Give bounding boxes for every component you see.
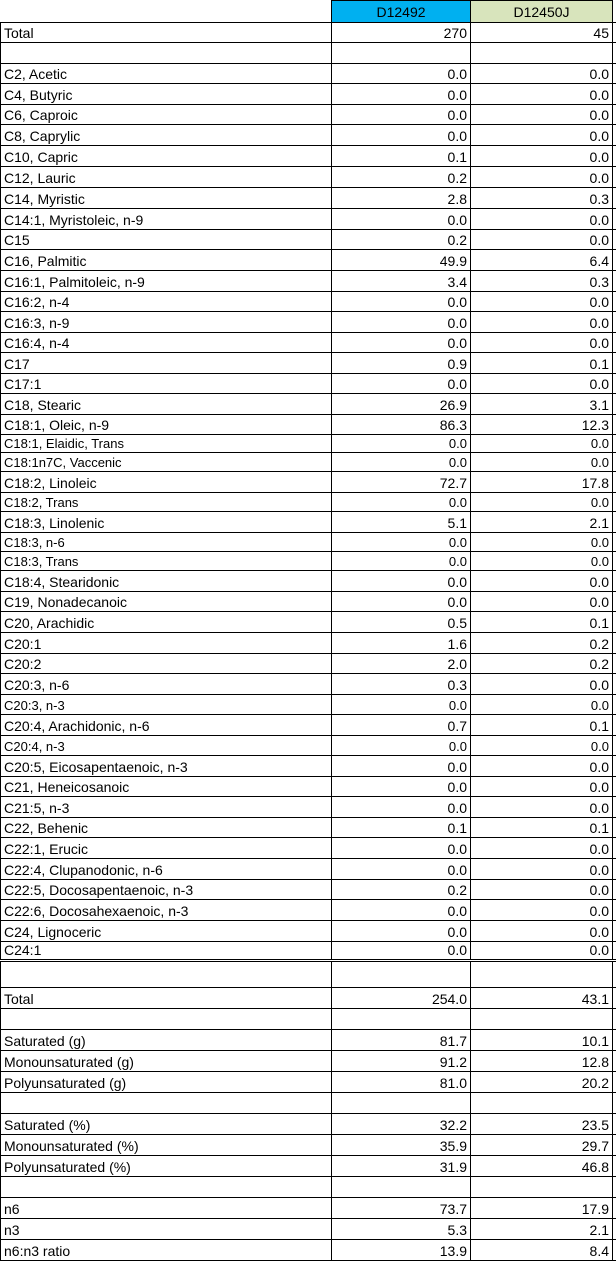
row-label[interactable]: C16:1, Palmitoleic, n-9 — [0, 271, 332, 291]
row-label[interactable]: Saturated (g) — [0, 1030, 332, 1050]
table-row — [0, 1072, 616, 1093]
table-row — [0, 633, 616, 654]
row-label[interactable]: Total — [0, 988, 332, 1008]
value-d12450j[interactable]: 46.8 — [471, 1156, 613, 1176]
value-d12450j[interactable]: 0.0 — [471, 777, 613, 796]
table-row — [0, 435, 616, 453]
row-label[interactable]: Polyunsaturated (%) — [0, 1156, 332, 1176]
value-d12450j[interactable]: 0.0 — [471, 84, 613, 104]
value-d12492[interactable]: 81.7 — [332, 1030, 471, 1050]
value-d12450j[interactable]: 3.1 — [471, 394, 613, 414]
value-d12450j[interactable]: 29.7 — [471, 1135, 613, 1155]
table-row — [0, 167, 616, 188]
value-d12450j[interactable]: 0.0 — [471, 859, 613, 879]
row-label[interactable]: n6:n3 ratio — [0, 1240, 332, 1260]
value-d12450j[interactable]: 20.2 — [471, 1072, 613, 1092]
value-d12492[interactable] — [332, 1009, 471, 1029]
value-d12492[interactable]: 0.0 — [332, 533, 471, 551]
row-label[interactable]: C16:3, n-9 — [0, 312, 332, 332]
row-label[interactable]: C20:4, n-3 — [0, 736, 332, 755]
column-header-d12450j[interactable]: D12450J — [471, 0, 613, 22]
table-row — [0, 105, 616, 125]
row-label[interactable] — [0, 43, 332, 63]
table-row — [0, 250, 616, 271]
table-row — [0, 312, 616, 333]
value-d12492[interactable]: 0.0 — [332, 571, 471, 591]
row-label[interactable]: C20:1 — [0, 633, 332, 653]
value-d12450j[interactable]: 0.0 — [471, 125, 613, 145]
value-d12492[interactable]: 0.0 — [332, 838, 471, 858]
row-label[interactable]: C14:1, Myristoleic, n-9 — [0, 209, 332, 229]
value-d12450j[interactable]: 0.0 — [471, 453, 613, 471]
value-d12450j[interactable]: 0.1 — [471, 715, 613, 735]
table-row — [0, 592, 616, 612]
value-d12492[interactable]: 0.0 — [332, 493, 471, 511]
value-d12450j[interactable]: 0.0 — [471, 695, 613, 714]
row-label[interactable]: C24:1 — [0, 942, 332, 959]
value-d12492[interactable]: 0.0 — [332, 312, 471, 332]
value-d12492[interactable]: 72.7 — [332, 472, 471, 492]
value-d12492[interactable]: 0.2 — [332, 230, 471, 249]
table-row — [0, 493, 616, 512]
value-d12492[interactable]: 0.5 — [332, 612, 471, 632]
value-d12492[interactable]: 0.0 — [332, 435, 471, 452]
table-row — [0, 571, 616, 592]
value-d12450j[interactable]: 0.2 — [471, 633, 613, 653]
row-label[interactable]: C6, Caproic — [0, 105, 332, 124]
table-row — [0, 900, 616, 921]
table-row — [0, 838, 616, 859]
value-d12492[interactable]: 0.2 — [332, 167, 471, 187]
row-label[interactable]: C16, Palmitic — [0, 250, 332, 270]
row-label[interactable]: C20:4, Arachidonic, n-6 — [0, 715, 332, 735]
value-d12450j[interactable]: 0.3 — [471, 188, 613, 208]
value-d12450j[interactable]: 6.4 — [471, 250, 613, 270]
value-d12492[interactable]: 0.0 — [332, 552, 471, 570]
value-d12492[interactable]: 2.8 — [332, 188, 471, 208]
value-d12492[interactable]: 13.9 — [332, 1240, 471, 1260]
row-label[interactable]: C18:1, Oleic, n-9 — [0, 415, 332, 434]
row-label[interactable]: C22:6, Docosahexaenoic, n-3 — [0, 900, 332, 920]
value-d12492[interactable]: 0.9 — [332, 353, 471, 373]
table-row — [0, 64, 616, 84]
value-d12450j[interactable]: 10.1 — [471, 1030, 613, 1050]
table-row — [0, 533, 616, 552]
value-d12492[interactable]: 0.1 — [332, 146, 471, 166]
value-d12450j[interactable] — [471, 1177, 613, 1197]
value-d12492[interactable]: 0.0 — [332, 209, 471, 229]
table-row — [0, 415, 616, 435]
value-d12492[interactable]: 0.2 — [332, 880, 471, 899]
table-row — [0, 777, 616, 797]
value-d12492[interactable]: 0.0 — [332, 756, 471, 776]
table-row — [0, 756, 616, 777]
value-d12450j[interactable]: 0.3 — [471, 271, 613, 291]
row-label[interactable]: C15 — [0, 230, 332, 249]
value-d12450j[interactable]: 0.0 — [471, 64, 613, 83]
value-d12492[interactable]: 81.0 — [332, 1072, 471, 1092]
row-label[interactable]: C20:3, n-3 — [0, 695, 332, 714]
value-d12492[interactable]: 0.3 — [332, 674, 471, 694]
row-label[interactable] — [0, 962, 332, 987]
table-row — [0, 333, 616, 353]
value-d12492[interactable]: 0.0 — [332, 736, 471, 755]
value-d12450j[interactable]: 0.0 — [471, 880, 613, 899]
row-label[interactable]: Total — [0, 23, 332, 42]
table-row — [0, 612, 616, 633]
value-d12450j[interactable]: 0.0 — [471, 674, 613, 694]
value-d12450j[interactable]: 0.0 — [471, 900, 613, 920]
table-row — [0, 125, 616, 146]
table-row — [0, 353, 616, 374]
value-d12492[interactable] — [332, 962, 471, 987]
table-row — [0, 1051, 616, 1072]
value-d12492[interactable]: 1.6 — [332, 633, 471, 653]
table-row — [0, 921, 616, 942]
row-label[interactable]: C20:5, Eicosapentaenoic, n-3 — [0, 756, 332, 776]
table-row — [0, 942, 616, 962]
table-row — [0, 1114, 616, 1135]
row-label[interactable]: C21:5, n-3 — [0, 797, 332, 817]
table-row — [0, 1009, 616, 1030]
value-d12450j[interactable]: 0.0 — [471, 312, 613, 332]
value-d12450j[interactable]: 2.1 — [471, 1219, 613, 1239]
table-row — [0, 394, 616, 415]
table-row — [0, 715, 616, 736]
value-d12492[interactable]: 5.1 — [332, 512, 471, 532]
value-d12450j[interactable] — [471, 1093, 613, 1113]
value-d12450j[interactable]: 0.0 — [471, 552, 613, 570]
row-label[interactable]: C18:3, Linolenic — [0, 512, 332, 532]
table-row — [0, 695, 616, 715]
value-d12450j[interactable]: 0.0 — [471, 736, 613, 755]
value-d12492[interactable]: 35.9 — [332, 1135, 471, 1155]
value-d12492[interactable]: 26.9 — [332, 394, 471, 414]
row-label[interactable]: C18:3, Trans — [0, 552, 332, 570]
table-row — [0, 818, 616, 838]
table-row — [0, 209, 616, 230]
value-d12450j[interactable]: 12.8 — [471, 1051, 613, 1071]
value-d12450j[interactable]: 12.3 — [471, 415, 613, 434]
table-row — [0, 146, 616, 167]
value-d12450j[interactable]: 0.0 — [471, 167, 613, 187]
row-label[interactable] — [0, 1177, 332, 1197]
value-d12492[interactable] — [332, 1093, 471, 1113]
table-row — [0, 188, 616, 209]
value-d12492[interactable]: 2.0 — [332, 654, 471, 673]
value-d12492[interactable]: 0.0 — [332, 64, 471, 83]
table-row — [0, 880, 616, 900]
value-d12450j[interactable]: 0.0 — [471, 797, 613, 817]
value-d12492[interactable]: 0.0 — [332, 695, 471, 714]
row-label[interactable]: C18:2, Linoleic — [0, 472, 332, 492]
value-d12492[interactable]: 0.0 — [332, 333, 471, 352]
row-label[interactable]: C12, Lauric — [0, 167, 332, 187]
value-d12450j[interactable]: 0.0 — [471, 942, 613, 959]
row-label[interactable]: C18, Stearic — [0, 394, 332, 414]
table-row — [0, 1240, 616, 1261]
table-row — [0, 230, 616, 250]
row-label[interactable]: C4, Butyric — [0, 84, 332, 104]
table-row — [0, 292, 616, 312]
value-d12492[interactable]: 254.0 — [332, 988, 471, 1008]
value-d12492[interactable]: 0.0 — [332, 292, 471, 311]
value-d12450j[interactable]: 0.0 — [471, 230, 613, 249]
column-header-d12492[interactable]: D12492 — [332, 0, 471, 22]
value-d12450j[interactable]: 0.1 — [471, 818, 613, 837]
value-d12492[interactable]: 0.0 — [332, 125, 471, 145]
table-row — [0, 472, 616, 493]
row-label[interactable]: n6 — [0, 1198, 332, 1218]
value-d12450j[interactable]: 0.0 — [471, 435, 613, 452]
value-d12450j[interactable]: 17.8 — [471, 472, 613, 492]
table-row — [0, 654, 616, 674]
value-d12450j[interactable]: 2.1 — [471, 512, 613, 532]
value-d12492[interactable]: 0.0 — [332, 777, 471, 796]
value-d12450j[interactable]: 43.1 — [471, 988, 613, 1008]
value-d12492[interactable]: 0.0 — [332, 921, 471, 941]
row-label[interactable]: C21, Heneicosanoic — [0, 777, 332, 796]
value-d12450j[interactable]: 0.0 — [471, 921, 613, 941]
row-label[interactable]: C18:4, Stearidonic — [0, 571, 332, 591]
row-label[interactable]: C19, Nonadecanoic — [0, 592, 332, 611]
value-d12492[interactable]: 0.0 — [332, 105, 471, 124]
value-d12450j[interactable]: 0.0 — [471, 209, 613, 229]
row-label[interactable]: C17:1 — [0, 374, 332, 393]
value-d12492[interactable]: 0.0 — [332, 84, 471, 104]
value-d12450j[interactable]: 0.1 — [471, 612, 613, 632]
value-d12450j[interactable]: 0.1 — [471, 353, 613, 373]
row-label[interactable]: C20:3, n-6 — [0, 674, 332, 694]
value-d12450j[interactable]: 0.0 — [471, 333, 613, 352]
table-row — [0, 1219, 616, 1240]
value-d12450j[interactable]: 0.2 — [471, 654, 613, 673]
value-d12450j[interactable]: 0.0 — [471, 292, 613, 311]
value-d12492[interactable]: 0.7 — [332, 715, 471, 735]
value-d12450j[interactable]: 0.0 — [471, 533, 613, 551]
value-d12492[interactable]: 0.0 — [332, 797, 471, 817]
value-d12450j[interactable]: 45 — [471, 23, 613, 42]
value-d12450j[interactable]: 8.4 — [471, 1240, 613, 1260]
row-label[interactable]: C8, Caprylic — [0, 125, 332, 145]
header-row — [0, 0, 616, 22]
value-d12492[interactable]: 0.0 — [332, 900, 471, 920]
table-row — [0, 1135, 616, 1156]
row-label[interactable]: C17 — [0, 353, 332, 373]
row-label[interactable] — [0, 1093, 332, 1113]
row-label[interactable]: C18:1, Elaidic, Trans — [0, 435, 332, 452]
value-d12492[interactable]: 0.0 — [332, 592, 471, 611]
table-row — [0, 43, 616, 64]
value-d12492[interactable]: 0.1 — [332, 818, 471, 837]
value-d12492[interactable] — [332, 43, 471, 63]
value-d12492[interactable]: 5.3 — [332, 1219, 471, 1239]
value-d12492[interactable]: 91.2 — [332, 1051, 471, 1071]
table-row — [0, 674, 616, 695]
row-label[interactable]: C22:5, Docosapentaenoic, n-3 — [0, 880, 332, 899]
value-d12492[interactable] — [332, 1177, 471, 1197]
row-label[interactable]: C18:2, Trans — [0, 493, 332, 511]
value-d12492[interactable]: 270 — [332, 23, 471, 42]
table-row — [0, 1156, 616, 1177]
table-row — [0, 374, 616, 394]
row-label[interactable]: C20, Arachidic — [0, 612, 332, 632]
value-d12450j[interactable]: 0.0 — [471, 592, 613, 611]
row-label[interactable]: C14, Myristic — [0, 188, 332, 208]
row-label[interactable]: C20:2 — [0, 654, 332, 673]
value-d12492[interactable]: 0.0 — [332, 942, 471, 959]
table-row — [0, 84, 616, 105]
value-d12492[interactable]: 73.7 — [332, 1198, 471, 1218]
value-d12450j[interactable] — [471, 1009, 613, 1029]
table-row — [0, 22, 616, 43]
row-label[interactable]: C16:2, n-4 — [0, 292, 332, 311]
row-label[interactable]: C22, Behenic — [0, 818, 332, 837]
row-label[interactable]: Monounsaturated (%) — [0, 1135, 332, 1155]
row-label[interactable]: Saturated (%) — [0, 1114, 332, 1134]
value-d12492[interactable]: 0.0 — [332, 859, 471, 879]
row-label[interactable]: C18:3, n-6 — [0, 533, 332, 551]
table-row — [0, 962, 616, 988]
value-d12450j[interactable]: 0.0 — [471, 838, 613, 858]
table-row — [0, 859, 616, 880]
value-d12492[interactable]: 49.9 — [332, 250, 471, 270]
header-empty-cell[interactable] — [0, 0, 332, 22]
table-row — [0, 552, 616, 571]
value-d12450j[interactable]: 0.0 — [471, 756, 613, 776]
table-row — [0, 736, 616, 756]
value-d12450j[interactable]: 0.0 — [471, 571, 613, 591]
row-label[interactable]: Monounsaturated (g) — [0, 1051, 332, 1071]
table-row — [0, 271, 616, 292]
table-row — [0, 797, 616, 818]
row-label[interactable]: C16:4, n-4 — [0, 333, 332, 352]
row-label[interactable]: C10, Capric — [0, 146, 332, 166]
row-label[interactable]: C18:1n7C, Vaccenic — [0, 453, 332, 471]
row-label[interactable]: C22:4, Clupanodonic, n-6 — [0, 859, 332, 879]
table-row — [0, 1093, 616, 1114]
row-label[interactable]: Polyunsaturated (g) — [0, 1072, 332, 1092]
value-d12450j[interactable]: 17.9 — [471, 1198, 613, 1218]
value-d12450j[interactable]: 0.0 — [471, 493, 613, 511]
value-d12492[interactable]: 0.0 — [332, 374, 471, 393]
value-d12492[interactable]: 3.4 — [332, 271, 471, 291]
table-row — [0, 453, 616, 472]
value-d12450j[interactable] — [471, 962, 613, 987]
table-row — [0, 1030, 616, 1051]
value-d12492[interactable]: 86.3 — [332, 415, 471, 434]
table-row — [0, 1198, 616, 1219]
value-d12450j[interactable]: 0.0 — [471, 374, 613, 393]
row-label[interactable]: C2, Acetic — [0, 64, 332, 83]
table-row — [0, 1177, 616, 1198]
row-label[interactable] — [0, 1009, 332, 1029]
row-label[interactable]: n3 — [0, 1219, 332, 1239]
value-d12492[interactable]: 31.9 — [332, 1156, 471, 1176]
value-d12450j[interactable]: 0.0 — [471, 105, 613, 124]
row-label[interactable]: C24, Lignoceric — [0, 921, 332, 941]
value-d12450j[interactable] — [471, 43, 613, 63]
value-d12492[interactable]: 0.0 — [332, 453, 471, 471]
value-d12450j[interactable]: 0.0 — [471, 146, 613, 166]
row-label[interactable]: C22:1, Erucic — [0, 838, 332, 858]
table-row — [0, 512, 616, 533]
table-row — [0, 988, 616, 1009]
value-d12450j[interactable]: 23.5 — [471, 1114, 613, 1134]
value-d12492[interactable]: 32.2 — [332, 1114, 471, 1134]
